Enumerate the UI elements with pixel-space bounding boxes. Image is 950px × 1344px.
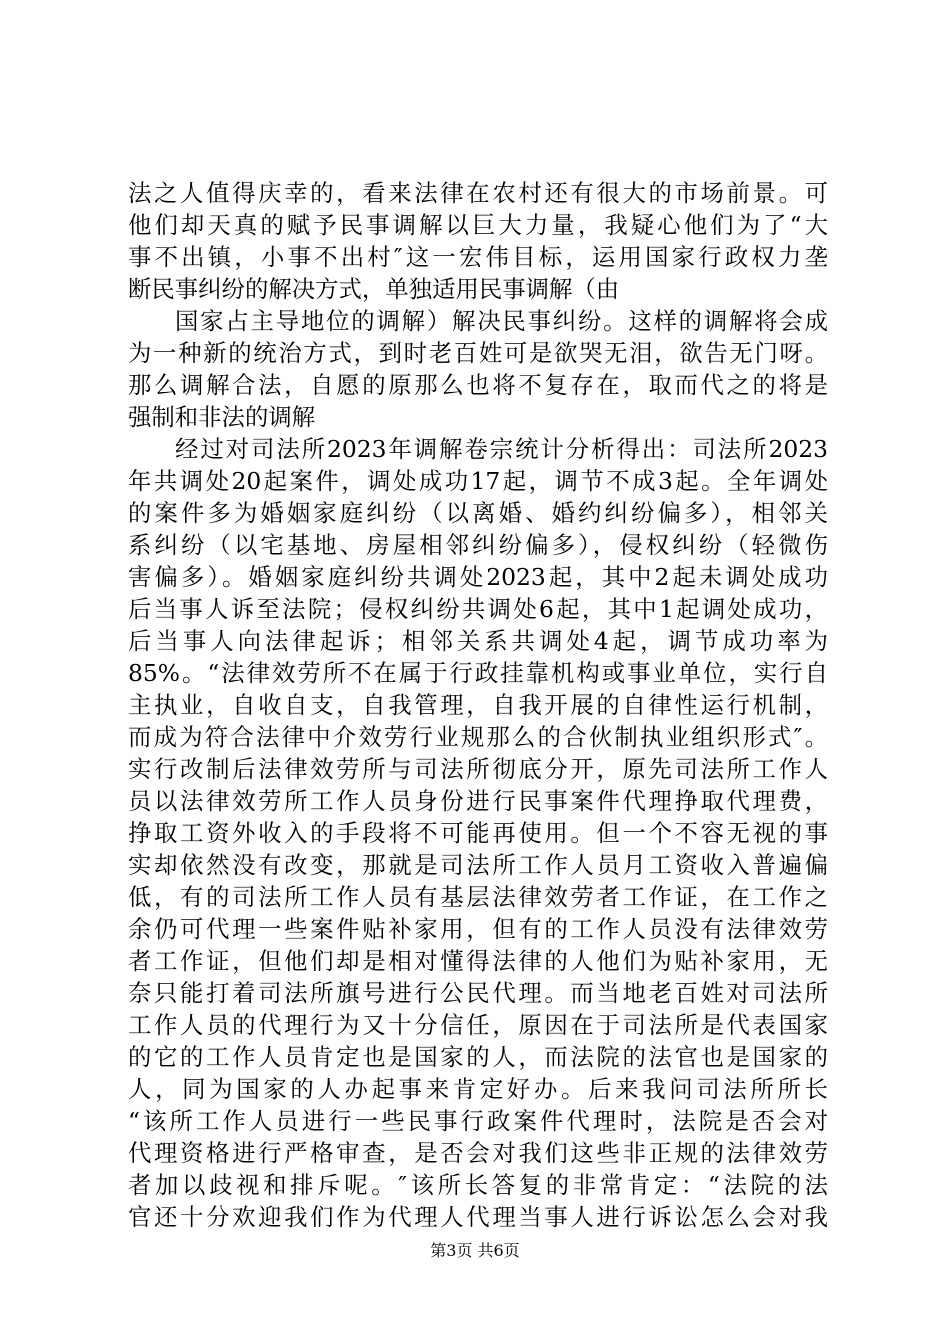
text-line: 代理资格进行严格审查，是否会对我们这些非正规的法律效劳	[128, 1139, 828, 1167]
text-line: 官还十分欢迎我们作为代理人代理当事人进行诉讼怎么会对我	[128, 1203, 828, 1231]
text-line: 主执业，自收自支，自我管理，自我开展的自律性运行机制，	[128, 691, 828, 719]
text-line: 后当事人向法律起诉；相邻关系共调处4起，调节成功率为	[128, 627, 828, 655]
text-line: 法之人值得庆幸的，看来法律在农村还有很大的市场前景。可	[128, 179, 828, 207]
text-line: 者工作证，但他们却是相对懂得法律的人他们为贴补家用，无	[128, 947, 828, 975]
text-line: 挣取工资外收入的手段将不可能再使用。但一个不容无视的事	[128, 819, 828, 847]
text-line: 强制和非法的调解	[128, 403, 316, 431]
page-number-footer: 第3页 共6页	[430, 1241, 520, 1260]
text-line: 者加以歧视和排斥呢。″该所长答复的非常肯定：“法院的法	[128, 1171, 828, 1199]
text-line: 实却依然没有改变，那就是司法所工作人员月工资收入普遍偏	[128, 851, 828, 879]
text-line: 85%。“法律效劳所不在属于行政挂靠机构或事业单位，实行自	[128, 659, 828, 687]
text-line: 后当事人诉至法院；侵权纠纷共调处6起，其中1起调处成功，	[128, 595, 828, 623]
text-line: 为一种新的统治方式，到时老百姓可是欲哭无泪，欲告无门呀。	[128, 339, 828, 367]
text-line: 害偏多）。婚姻家庭纠纷共调处2023起，其中2起未调处成功	[128, 563, 828, 591]
text-line: 他们却天真的赋予民事调解以巨大力量，我疑心他们为了“大	[128, 211, 828, 239]
text-line: 事不出镇，小事不出村″这一宏伟目标，运用国家行政权力垄	[128, 243, 828, 271]
text-line: 那么调解合法，自愿的原那么也将不复存在，取而代之的将是	[128, 371, 828, 399]
text-line: 的它的工作人员肯定也是国家的人，而法院的法官也是国家的	[128, 1043, 828, 1071]
text-line: 人，同为国家的人办起事来肯定好办。后来我问司法所所长	[128, 1075, 828, 1103]
text-line: “该所工作人员进行一些民事行政案件代理时，法院是否会对	[128, 1107, 828, 1135]
text-line: 的案件多为婚姻家庭纠纷（以离婚、婚约纠纷偏多），相邻关	[128, 499, 828, 527]
text-line: 工作人员的代理行为又十分信任，原因在于司法所是代表国家	[128, 1011, 828, 1039]
text-line: 经过对司法所2023年调解卷宗统计分析得出：司法所2023	[175, 435, 828, 463]
text-line: 实行改制后法律效劳所与司法所彻底分开，原先司法所工作人	[128, 755, 828, 783]
text-line: 国家占主导地位的调解）解决民事纠纷。这样的调解将会成	[175, 307, 828, 335]
text-line: 而成为符合法律中介效劳行业规那么的合伙制执业组织形式″。	[128, 723, 828, 751]
text-line: 年共调处20起案件，调处成功17起，调节不成3起。全年调处	[128, 467, 828, 495]
text-line: 系纠纷（以宅基地、房屋相邻纠纷偏多），侵权纠纷（轻微伤	[128, 531, 828, 559]
text-line: 低，有的司法所工作人员有基层法律效劳者工作证，在工作之	[128, 883, 828, 911]
text-line: 员以法律效劳所工作人员身份进行民事案件代理挣取代理费，	[128, 787, 828, 815]
text-line: 奈只能打着司法所旗号进行公民代理。而当地老百姓对司法所	[128, 979, 828, 1007]
text-line: 断民事纠纷的解决方式，单独适用民事调解（由	[128, 275, 620, 303]
text-line: 余仍可代理一些案件贴补家用，但有的工作人员没有法律效劳	[128, 915, 828, 943]
